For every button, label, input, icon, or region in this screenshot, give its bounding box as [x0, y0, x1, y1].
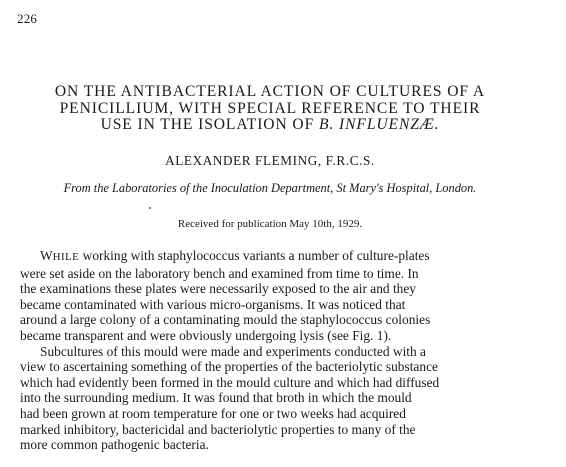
affiliation-line: From the Laboratories of the Inoculation Department, St Mary's Hospital, London. — [63, 181, 477, 195]
paragraph-2-line: into the surrounding medium. It was found that broth in which the mould — [20, 390, 412, 406]
title-line-2: PENICILLIUM, WITH SPECIAL REFERENCE TO THEIR — [59, 99, 481, 117]
speck — [149, 207, 151, 209]
article-body — [20, 248, 522, 453]
paragraph-1-line-1-rest: working with staphylococcus variants a number of culture-plates — [79, 248, 430, 263]
paragraph-2-line: had been grown at room temperature for one or two weeks had acquired — [20, 405, 406, 421]
paragraph-1-line: were set aside on the laboratory bench and examined from time to time. In — [20, 265, 419, 281]
paragraph-1-line: around a large colony of a contaminating mould the staphylococcus colonies — [20, 312, 431, 328]
received-date: Received for publication May 10th, 1929. — [177, 218, 363, 230]
article-title — [0, 84, 540, 134]
title-line-3-text: USE IN THE ISOLATION OF — [100, 116, 315, 133]
small-caps-word: HILE — [52, 251, 80, 263]
author-line: ALEXANDER FLEMING, F.R.C.S. — [165, 153, 375, 168]
paragraph-1-line: became transparent and were obviously undergoing lysis (see Fig. 1). — [20, 327, 392, 343]
title-line-3 — [0, 117, 540, 134]
drop-cap: W — [40, 248, 53, 263]
paragraph-2-line: which had evidently been formed in the mould culture and which had diffused — [20, 374, 440, 390]
title-organism: B. INFLUENZÆ. — [318, 116, 440, 133]
title-line-1: ON THE ANTIBACTERIAL ACTION OF CULTURES OF A — [54, 83, 486, 100]
paragraph-2-line: view to ascertaining something of the properties of the bacteriolytic substance — [20, 359, 438, 375]
paragraph-2-line: Subcultures of this mould were made and experiments conducted with a — [40, 343, 426, 359]
page-number: 226 — [17, 11, 38, 26]
paragraph-1-line: the examinations these plates were necessarily exposed to the air and they — [20, 281, 416, 297]
paragraph-1-line-1 — [20, 248, 522, 266]
paragraph-2-line: more common pathogenic bacteria. — [20, 437, 209, 453]
paragraph-2-line: marked inhibitory, bactericidal and bacteriolytic properties to many of the — [20, 421, 416, 437]
paragraph-1-line: became contaminated with various micro-organisms. It was noticed that — [20, 296, 406, 312]
